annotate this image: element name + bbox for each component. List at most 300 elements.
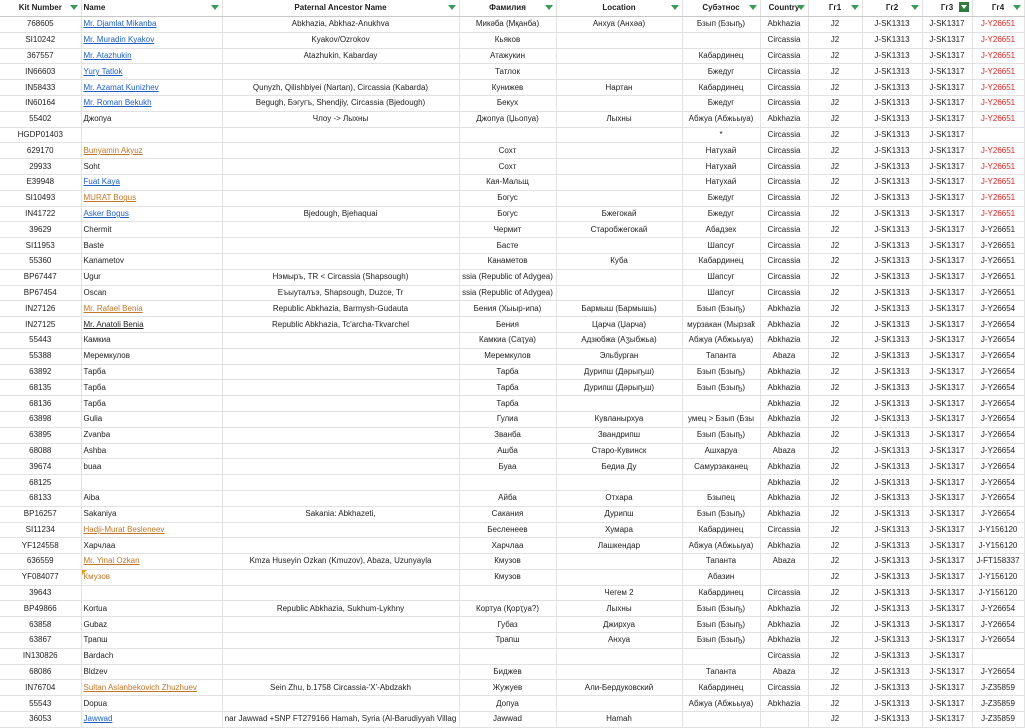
subethnos-cell[interactable]: Бжедуг — [682, 95, 760, 111]
table-row[interactable] — [0, 238, 1024, 254]
subethnos-cell[interactable]: Ашхаруа — [682, 443, 760, 459]
gg2-cell[interactable]: J-SK1313 — [862, 380, 922, 396]
gg3-cell[interactable]: J-SK1317 — [922, 95, 972, 111]
location-cell[interactable] — [556, 174, 682, 190]
gg3-cell[interactable]: J-SK1317 — [922, 190, 972, 206]
gg2-cell[interactable]: J-SK1313 — [862, 269, 922, 285]
gg2-cell[interactable]: J-SK1313 — [862, 174, 922, 190]
familiya-cell[interactable]: Гулиа — [459, 411, 556, 427]
name-cell[interactable] — [81, 222, 222, 238]
kit-number-cell[interactable]: BP16257 — [0, 506, 81, 522]
filter-dropdown-icon[interactable] — [448, 5, 456, 10]
gg4-cell[interactable]: J-Y26651 — [972, 174, 1024, 190]
gg1-cell[interactable]: J2 — [808, 80, 862, 96]
name-cell[interactable] — [81, 696, 222, 712]
country-cell[interactable]: Abkhazia — [760, 317, 808, 333]
paternal-ancestor-cell[interactable] — [222, 648, 459, 664]
kit-number-cell[interactable]: 63858 — [0, 617, 81, 633]
kit-number-cell[interactable]: 367557 — [0, 48, 81, 64]
gg4-cell[interactable]: J-Z35859 — [972, 696, 1024, 712]
country-cell[interactable]: Abaza — [760, 348, 808, 364]
kit-number-cell[interactable]: 55388 — [0, 348, 81, 364]
gg3-cell[interactable]: J-SK1317 — [922, 633, 972, 649]
paternal-ancestor-cell[interactable]: nar Jawwad +SNP FT279166 Hamah, Syria (Al-Barudiyyah Villag — [222, 712, 459, 728]
gg1-cell[interactable]: J2 — [808, 633, 862, 649]
gg2-cell[interactable]: J-SK1313 — [862, 475, 922, 491]
gg2-cell[interactable]: J-SK1313 — [862, 48, 922, 64]
gg1-cell[interactable]: J2 — [808, 190, 862, 206]
kit-number-cell[interactable]: 68125 — [0, 475, 81, 491]
paternal-ancestor-cell[interactable] — [222, 427, 459, 443]
location-cell[interactable] — [556, 285, 682, 301]
kit-number-cell[interactable]: 63898 — [0, 411, 81, 427]
name-cell[interactable] — [81, 269, 222, 285]
gg3-cell[interactable]: J-SK1317 — [922, 348, 972, 364]
gg4-cell[interactable]: J-Y26654 — [972, 396, 1024, 412]
gg3-cell[interactable]: J-SK1317 — [922, 617, 972, 633]
gg2-cell[interactable]: J-SK1313 — [862, 238, 922, 254]
name-cell[interactable] — [81, 712, 222, 728]
paternal-ancestor-cell[interactable] — [222, 443, 459, 459]
familiya-cell[interactable] — [459, 475, 556, 491]
table-row[interactable] — [0, 364, 1024, 380]
kit-number-cell[interactable]: 768605 — [0, 17, 81, 33]
kit-number-cell[interactable]: 68135 — [0, 380, 81, 396]
kit-number-cell[interactable]: 55443 — [0, 332, 81, 348]
gg3-cell[interactable]: J-SK1317 — [922, 332, 972, 348]
location-cell[interactable] — [556, 664, 682, 680]
name-link[interactable]: Mr. Yinal Ozkan — [83, 556, 140, 566]
header-kit-number[interactable]: Kit Number — [0, 0, 81, 17]
paternal-ancestor-cell[interactable]: Члоу -> Лыхны — [222, 111, 459, 127]
gg2-cell[interactable]: J-SK1313 — [862, 569, 922, 585]
subethnos-cell[interactable]: Бзып (Бзыҧ) — [682, 506, 760, 522]
gg2-cell[interactable]: J-SK1313 — [862, 664, 922, 680]
familiya-cell[interactable]: Чермит — [459, 222, 556, 238]
kit-number-cell[interactable]: SI10242 — [0, 32, 81, 48]
table-row[interactable] — [0, 490, 1024, 506]
gg1-cell[interactable]: J2 — [808, 380, 862, 396]
name-cell[interactable] — [81, 190, 222, 206]
country-cell[interactable]: Abkhazia — [760, 617, 808, 633]
paternal-ancestor-cell[interactable]: Republic Abkhazia, Tc'archa-Tkvarchel — [222, 317, 459, 333]
paternal-ancestor-cell[interactable] — [222, 585, 459, 601]
gg1-cell[interactable]: J2 — [808, 238, 862, 254]
name-link[interactable]: Mr. Atazhukin — [83, 50, 132, 60]
location-cell[interactable] — [556, 238, 682, 254]
gg4-cell[interactable]: J-Z35859 — [972, 680, 1024, 696]
subethnos-cell[interactable]: Абазин — [682, 569, 760, 585]
paternal-ancestor-cell[interactable]: Еъыуталъэ, Shapsough, Duzce, Tr — [222, 285, 459, 301]
gg2-cell[interactable]: J-SK1313 — [862, 364, 922, 380]
paternal-ancestor-cell[interactable] — [222, 364, 459, 380]
gg2-cell[interactable]: J-SK1313 — [862, 206, 922, 222]
location-cell[interactable]: Али-Бердуковский — [556, 680, 682, 696]
familiya-cell[interactable]: Басте — [459, 238, 556, 254]
filter-dropdown-icon[interactable] — [545, 5, 553, 10]
familiya-cell[interactable]: Богус — [459, 190, 556, 206]
familiya-cell[interactable]: Губаз — [459, 617, 556, 633]
location-cell[interactable]: Бармыш (Бармышь) — [556, 301, 682, 317]
location-cell[interactable]: Анхуа (Анхәа) — [556, 17, 682, 33]
gg4-cell[interactable]: J-Y26651 — [972, 48, 1024, 64]
kit-number-cell[interactable]: YF124558 — [0, 538, 81, 554]
gg2-cell[interactable]: J-SK1313 — [862, 396, 922, 412]
table-row[interactable] — [0, 143, 1024, 159]
subethnos-cell[interactable]: Абжуа (Абжьыуа) — [682, 696, 760, 712]
subethnos-cell[interactable]: Кабардинец — [682, 253, 760, 269]
table-row[interactable] — [0, 459, 1024, 475]
gg1-cell[interactable]: J2 — [808, 696, 862, 712]
gg4-cell[interactable]: J-Y26654 — [972, 633, 1024, 649]
location-cell[interactable] — [556, 648, 682, 664]
kit-number-cell[interactable]: IN60164 — [0, 95, 81, 111]
gg3-cell[interactable]: J-SK1317 — [922, 696, 972, 712]
subethnos-cell[interactable] — [682, 396, 760, 412]
country-cell[interactable]: Abkhazia — [760, 301, 808, 317]
table-row[interactable] — [0, 664, 1024, 680]
gg2-cell[interactable]: J-SK1313 — [862, 443, 922, 459]
table-row[interactable] — [0, 222, 1024, 238]
familiya-cell[interactable]: Микәба (Мқанба) — [459, 17, 556, 33]
header-name[interactable]: Name — [81, 0, 222, 17]
name-cell[interactable] — [81, 17, 222, 33]
paternal-ancestor-cell[interactable] — [222, 238, 459, 254]
gg3-cell[interactable]: J-SK1317 — [922, 301, 972, 317]
gg1-cell[interactable]: J2 — [808, 348, 862, 364]
familiya-cell[interactable]: Жужуев — [459, 680, 556, 696]
gg2-cell[interactable]: J-SK1313 — [862, 490, 922, 506]
name-cell[interactable] — [81, 648, 222, 664]
name-link[interactable]: Hadji-Murat Besleneev — [83, 524, 165, 534]
gg1-cell[interactable]: J2 — [808, 301, 862, 317]
country-cell[interactable]: Abaza — [760, 554, 808, 570]
kit-number-cell[interactable]: 39674 — [0, 459, 81, 475]
paternal-ancestor-cell[interactable]: Нэмыръ, TR < Circassia (Shapsough) — [222, 269, 459, 285]
subethnos-cell[interactable]: Шапсуг — [682, 285, 760, 301]
location-cell[interactable] — [556, 475, 682, 491]
name-cell[interactable] — [81, 459, 222, 475]
gg3-cell[interactable]: J-SK1317 — [922, 159, 972, 175]
gg4-cell[interactable]: J-Y26654 — [972, 617, 1024, 633]
country-cell[interactable]: Circassia — [760, 64, 808, 80]
familiya-cell[interactable]: Бекух — [459, 95, 556, 111]
subethnos-cell[interactable]: Кабардинец — [682, 522, 760, 538]
familiya-cell[interactable]: Камкиа (Саҭуа) — [459, 332, 556, 348]
location-cell[interactable]: Адзюбжа (Аӡыбжьа) — [556, 332, 682, 348]
kit-number-cell[interactable]: 68088 — [0, 443, 81, 459]
gg1-cell[interactable]: J2 — [808, 585, 862, 601]
gg4-cell[interactable]: J-Y26651 — [972, 206, 1024, 222]
filter-dropdown-icon[interactable] — [851, 5, 859, 10]
location-cell[interactable]: Чегем 2 — [556, 585, 682, 601]
paternal-ancestor-cell[interactable] — [222, 380, 459, 396]
location-cell[interactable]: Hamah — [556, 712, 682, 728]
header-paternal-ancestor[interactable]: Paternal Ancestor Name — [222, 0, 459, 17]
paternal-ancestor-cell[interactable]: Abkhazia, Abkhaz-Anukhva — [222, 17, 459, 33]
gg4-cell[interactable]: J-Z35859 — [972, 712, 1024, 728]
header-subethnos[interactable]: Субэтнос — [682, 0, 760, 17]
gg2-cell[interactable]: J-SK1313 — [862, 585, 922, 601]
name-link[interactable]: Mr. Azamat Kunizhev — [83, 82, 159, 92]
table-row[interactable] — [0, 206, 1024, 222]
paternal-ancestor-cell[interactable]: Sein Zhu, b.1758 Circassia-'X'-Abdzakh — [222, 680, 459, 696]
name-cell[interactable] — [81, 301, 222, 317]
name-cell[interactable] — [81, 427, 222, 443]
header-gg2[interactable]: Гг2 — [862, 0, 922, 17]
header-familiya[interactable]: Фамилия — [459, 0, 556, 17]
name-cell[interactable] — [81, 506, 222, 522]
familiya-cell[interactable]: Канаметов — [459, 253, 556, 269]
location-cell[interactable]: Лашкендар — [556, 538, 682, 554]
location-cell[interactable]: Анхуа — [556, 633, 682, 649]
gg4-cell[interactable]: J-Y26651 — [972, 95, 1024, 111]
gg1-cell[interactable]: J2 — [808, 475, 862, 491]
kit-number-cell[interactable]: 55543 — [0, 696, 81, 712]
kit-number-cell[interactable]: IN66603 — [0, 64, 81, 80]
paternal-ancestor-cell[interactable] — [222, 222, 459, 238]
country-cell[interactable]: Circassia — [760, 48, 808, 64]
subethnos-cell[interactable]: Шапсуг — [682, 269, 760, 285]
gg3-cell[interactable]: J-SK1317 — [922, 475, 972, 491]
gg3-cell[interactable]: J-SK1317 — [922, 174, 972, 190]
subethnos-cell[interactable]: Кабардинец — [682, 80, 760, 96]
location-cell[interactable] — [556, 64, 682, 80]
gg2-cell[interactable]: J-SK1313 — [862, 633, 922, 649]
location-cell[interactable]: Куба — [556, 253, 682, 269]
paternal-ancestor-cell[interactable]: Kyakov/Ozrokov — [222, 32, 459, 48]
gg4-cell[interactable]: J-Y156120 — [972, 585, 1024, 601]
familiya-cell[interactable]: Кмузов — [459, 569, 556, 585]
kit-number-cell[interactable]: IN27125 — [0, 317, 81, 333]
name-link[interactable]: Sultan Aslanbekovich Zhuzhuev — [83, 682, 197, 692]
location-cell[interactable]: Лыхны — [556, 601, 682, 617]
kit-number-cell[interactable]: 68136 — [0, 396, 81, 412]
familiya-cell[interactable]: Трапш — [459, 633, 556, 649]
country-cell[interactable]: Abkhazia — [760, 475, 808, 491]
location-cell[interactable]: Звандрипш — [556, 427, 682, 443]
gg4-cell[interactable]: J-Y26651 — [972, 111, 1024, 127]
country-cell[interactable]: Circassia — [760, 222, 808, 238]
gg4-cell[interactable]: J-Y26654 — [972, 490, 1024, 506]
gg2-cell[interactable]: J-SK1313 — [862, 411, 922, 427]
country-cell[interactable]: Abaza — [760, 443, 808, 459]
paternal-ancestor-cell[interactable] — [222, 253, 459, 269]
gg1-cell[interactable]: J2 — [808, 206, 862, 222]
paternal-ancestor-cell[interactable]: Atazhukin, Kabarday — [222, 48, 459, 64]
location-cell[interactable]: Отхара — [556, 490, 682, 506]
name-cell[interactable] — [81, 633, 222, 649]
gg4-cell[interactable]: J-Y26651 — [972, 285, 1024, 301]
country-cell[interactable]: Circassia — [760, 522, 808, 538]
gg2-cell[interactable]: J-SK1313 — [862, 680, 922, 696]
paternal-ancestor-cell[interactable] — [222, 411, 459, 427]
kit-number-cell[interactable]: IN76704 — [0, 680, 81, 696]
name-link[interactable]: MURAT Bogus — [83, 193, 137, 203]
paternal-ancestor-cell[interactable] — [222, 190, 459, 206]
familiya-cell[interactable]: Кмузов — [459, 554, 556, 570]
filter-active-icon[interactable] — [959, 2, 969, 12]
name-cell[interactable] — [81, 174, 222, 190]
gg4-cell[interactable]: J-Y26654 — [972, 332, 1024, 348]
kit-number-cell[interactable]: 636559 — [0, 554, 81, 570]
gg1-cell[interactable]: J2 — [808, 522, 862, 538]
name-cell[interactable] — [81, 490, 222, 506]
table-row[interactable] — [0, 554, 1024, 570]
filter-dropdown-icon[interactable] — [671, 5, 679, 10]
country-cell[interactable]: Circassia — [760, 190, 808, 206]
subethnos-cell[interactable]: Бзып (Бзыҧ) — [682, 427, 760, 443]
gg1-cell[interactable]: J2 — [808, 222, 862, 238]
subethnos-cell[interactable]: Кабардинец — [682, 585, 760, 601]
country-cell[interactable]: Circassia — [760, 253, 808, 269]
location-cell[interactable]: Джирхуа — [556, 617, 682, 633]
gg4-cell[interactable]: J-Y26654 — [972, 664, 1024, 680]
familiya-cell[interactable]: Тарба — [459, 396, 556, 412]
gg3-cell[interactable]: J-SK1317 — [922, 680, 972, 696]
kit-number-cell[interactable]: SI11234 — [0, 522, 81, 538]
gg2-cell[interactable]: J-SK1313 — [862, 648, 922, 664]
subethnos-cell[interactable]: Бзып (Бзыҧ) — [682, 617, 760, 633]
gg3-cell[interactable]: J-SK1317 — [922, 569, 972, 585]
name-cell[interactable] — [81, 159, 222, 175]
gg2-cell[interactable]: J-SK1313 — [862, 696, 922, 712]
paternal-ancestor-cell[interactable] — [222, 127, 459, 143]
table-row[interactable] — [0, 127, 1024, 143]
country-cell[interactable]: Abaza — [760, 664, 808, 680]
gg1-cell[interactable]: J2 — [808, 680, 862, 696]
subethnos-cell[interactable] — [682, 32, 760, 48]
filter-dropdown-icon[interactable] — [749, 5, 757, 10]
familiya-cell[interactable]: Кьяков — [459, 32, 556, 48]
subethnos-cell[interactable]: Шапсуг — [682, 238, 760, 254]
table-row[interactable] — [0, 48, 1024, 64]
table-row[interactable] — [0, 17, 1024, 33]
paternal-ancestor-cell[interactable] — [222, 569, 459, 585]
country-cell[interactable]: Circassia — [760, 127, 808, 143]
gg2-cell[interactable]: J-SK1313 — [862, 32, 922, 48]
table-row[interactable] — [0, 174, 1024, 190]
familiya-cell[interactable]: Бения (Хыыр-ипа) — [459, 301, 556, 317]
kit-number-cell[interactable]: IN130826 — [0, 648, 81, 664]
table-row[interactable] — [0, 317, 1024, 333]
kit-number-cell[interactable]: 55402 — [0, 111, 81, 127]
gg3-cell[interactable]: J-SK1317 — [922, 143, 972, 159]
subethnos-cell[interactable]: Самурзаканец — [682, 459, 760, 475]
gg2-cell[interactable]: J-SK1313 — [862, 348, 922, 364]
paternal-ancestor-cell[interactable] — [222, 522, 459, 538]
name-cell[interactable] — [81, 380, 222, 396]
gg3-cell[interactable]: J-SK1317 — [922, 664, 972, 680]
subethnos-cell[interactable]: Тапанта — [682, 348, 760, 364]
gg1-cell[interactable]: J2 — [808, 648, 862, 664]
table-row[interactable] — [0, 569, 1024, 585]
country-cell[interactable]: Circassia — [760, 206, 808, 222]
kit-number-cell[interactable]: 39629 — [0, 222, 81, 238]
location-cell[interactable] — [556, 127, 682, 143]
gg3-cell[interactable]: J-SK1317 — [922, 111, 972, 127]
country-cell[interactable]: Circassia — [760, 95, 808, 111]
subethnos-cell[interactable]: Бзып (Бзыҧ) — [682, 301, 760, 317]
name-link[interactable]: Jawwad — [83, 714, 113, 724]
gg4-cell[interactable]: J-Y26654 — [972, 443, 1024, 459]
familiya-cell[interactable]: Айба — [459, 490, 556, 506]
subethnos-cell[interactable]: Бзыпец — [682, 490, 760, 506]
name-link[interactable]: Mr. Anatoli Benia — [83, 319, 144, 329]
gg2-cell[interactable]: J-SK1313 — [862, 332, 922, 348]
gg2-cell[interactable]: J-SK1313 — [862, 538, 922, 554]
table-row[interactable] — [0, 427, 1024, 443]
table-row[interactable] — [0, 32, 1024, 48]
header-gg1[interactable]: Гг1 — [808, 0, 862, 17]
name-link[interactable]: Yury Tatlok — [83, 66, 123, 76]
gg2-cell[interactable]: J-SK1313 — [862, 317, 922, 333]
table-row[interactable] — [0, 648, 1024, 664]
name-cell[interactable] — [81, 253, 222, 269]
location-cell[interactable]: Царча (Џарча) — [556, 317, 682, 333]
paternal-ancestor-cell[interactable] — [222, 459, 459, 475]
location-cell[interactable]: Нартан — [556, 80, 682, 96]
kit-number-cell[interactable]: 63892 — [0, 364, 81, 380]
table-row[interactable] — [0, 348, 1024, 364]
gg2-cell[interactable]: J-SK1313 — [862, 522, 922, 538]
country-cell[interactable]: Abkhazia — [760, 411, 808, 427]
familiya-cell[interactable]: Jawwad — [459, 712, 556, 728]
familiya-cell[interactable]: Бения — [459, 317, 556, 333]
gg1-cell[interactable]: J2 — [808, 396, 862, 412]
name-cell[interactable] — [81, 664, 222, 680]
gg3-cell[interactable]: J-SK1317 — [922, 459, 972, 475]
country-cell[interactable] — [760, 569, 808, 585]
subethnos-cell[interactable]: * — [682, 127, 760, 143]
location-cell[interactable] — [556, 554, 682, 570]
name-cell[interactable] — [81, 332, 222, 348]
gg1-cell[interactable]: J2 — [808, 506, 862, 522]
country-cell[interactable]: Abkhazia — [760, 332, 808, 348]
country-cell[interactable]: Abkhazia — [760, 17, 808, 33]
paternal-ancestor-cell[interactable] — [222, 664, 459, 680]
location-cell[interactable]: Эльбурган — [556, 348, 682, 364]
gg2-cell[interactable]: J-SK1313 — [862, 80, 922, 96]
filter-dropdown-icon[interactable] — [70, 5, 78, 10]
gg1-cell[interactable]: J2 — [808, 174, 862, 190]
country-cell[interactable]: Circassia — [760, 159, 808, 175]
gg4-cell[interactable] — [972, 648, 1024, 664]
familiya-cell[interactable]: Кунижев — [459, 80, 556, 96]
gg1-cell[interactable]: J2 — [808, 159, 862, 175]
paternal-ancestor-cell[interactable] — [222, 159, 459, 175]
gg1-cell[interactable]: J2 — [808, 554, 862, 570]
gg1-cell[interactable]: J2 — [808, 32, 862, 48]
kit-number-cell[interactable]: 29933 — [0, 159, 81, 175]
subethnos-cell[interactable]: Абадзех — [682, 222, 760, 238]
gg2-cell[interactable]: J-SK1313 — [862, 64, 922, 80]
name-cell[interactable] — [81, 522, 222, 538]
subethnos-cell[interactable]: Бжедуг — [682, 64, 760, 80]
familiya-cell[interactable]: Тарба — [459, 380, 556, 396]
familiya-cell[interactable]: Буаа — [459, 459, 556, 475]
name-link[interactable]: Mr. Muradin Kyakov — [83, 35, 155, 45]
subethnos-cell[interactable]: мурзакан (Мырзаҟ — [682, 317, 760, 333]
table-row[interactable] — [0, 80, 1024, 96]
table-row[interactable] — [0, 190, 1024, 206]
country-cell[interactable] — [760, 712, 808, 728]
kit-number-cell[interactable]: BP49866 — [0, 601, 81, 617]
location-cell[interactable] — [556, 269, 682, 285]
gg2-cell[interactable]: J-SK1313 — [862, 712, 922, 728]
gg1-cell[interactable]: J2 — [808, 253, 862, 269]
table-row[interactable] — [0, 506, 1024, 522]
